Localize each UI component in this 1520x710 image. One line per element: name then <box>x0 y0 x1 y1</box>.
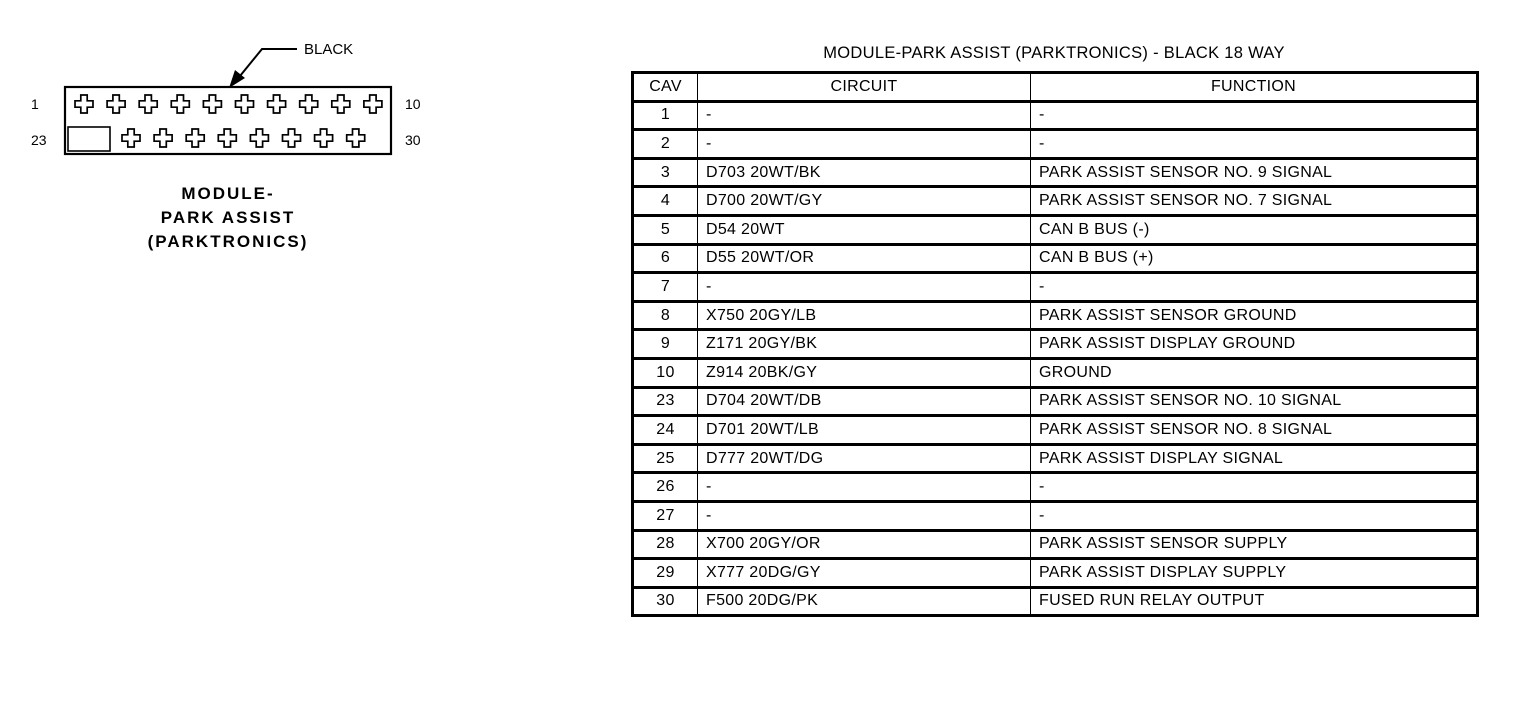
function-cell: - <box>1031 273 1478 302</box>
table-row <box>633 301 1478 330</box>
function-cell: PARK ASSIST DISPLAY SIGNAL <box>1031 444 1478 473</box>
circuit-cell: - <box>698 101 1031 130</box>
function-cell: PARK ASSIST DISPLAY SUPPLY <box>1031 559 1478 588</box>
function-cell: CAN B BUS (+) <box>1031 244 1478 273</box>
pin-number-row1-first: 1 <box>31 96 39 112</box>
circuit-cell: D700 20WT/GY <box>698 187 1031 216</box>
cav-cell: 4 <box>633 187 698 216</box>
table-row <box>633 473 1478 502</box>
function-cell: PARK ASSIST DISPLAY GROUND <box>1031 330 1478 359</box>
cav-cell: 26 <box>633 473 698 502</box>
header-circuit: CIRCUIT <box>698 73 1031 102</box>
table-header-row <box>633 73 1478 102</box>
header-cav: CAV <box>633 73 698 102</box>
circuit-cell: D777 20WT/DG <box>698 444 1031 473</box>
function-cell: PARK ASSIST SENSOR NO. 7 SIGNAL <box>1031 187 1478 216</box>
circuit-cell: D701 20WT/LB <box>698 416 1031 445</box>
cav-cell: 1 <box>633 101 698 130</box>
pin-number-row2-first: 23 <box>31 132 47 148</box>
circuit-cell: X700 20GY/OR <box>698 530 1031 559</box>
circuit-cell: - <box>698 501 1031 530</box>
table-row <box>633 187 1478 216</box>
pin-number-row2-last: 30 <box>405 132 421 148</box>
connector-diagram <box>0 0 470 280</box>
cav-cell: 24 <box>633 416 698 445</box>
circuit-cell: - <box>698 273 1031 302</box>
cav-cell: 6 <box>633 244 698 273</box>
function-cell: PARK ASSIST SENSOR NO. 10 SIGNAL <box>1031 387 1478 416</box>
cav-cell: 27 <box>633 501 698 530</box>
table-body <box>633 101 1478 616</box>
table-row <box>633 416 1478 445</box>
circuit-cell: X777 20DG/GY <box>698 559 1031 588</box>
circuit-cell: D54 20WT <box>698 215 1031 244</box>
cav-cell: 23 <box>633 387 698 416</box>
cav-cell: 8 <box>633 301 698 330</box>
function-cell: CAN B BUS (-) <box>1031 215 1478 244</box>
cav-cell: 25 <box>633 444 698 473</box>
table-row <box>633 158 1478 187</box>
cav-cell: 9 <box>633 330 698 359</box>
table-row <box>633 501 1478 530</box>
circuit-cell: Z914 20BK/GY <box>698 358 1031 387</box>
color-callout-label: BLACK <box>304 41 354 58</box>
table-row <box>633 530 1478 559</box>
cav-cell: 28 <box>633 530 698 559</box>
table-row <box>633 587 1478 616</box>
table-row <box>633 358 1478 387</box>
table-row <box>633 273 1478 302</box>
cav-cell: 29 <box>633 559 698 588</box>
table-title: MODULE-PARK ASSIST (PARKTRONICS) - BLACK 18 WAY <box>823 44 1285 62</box>
circuit-cell: - <box>698 473 1031 502</box>
function-cell: - <box>1031 473 1478 502</box>
table-row <box>633 244 1478 273</box>
pin-number-row1-last: 10 <box>405 96 421 112</box>
circuit-cell: D704 20WT/DB <box>698 387 1031 416</box>
module-label-line1: MODULE- <box>181 184 275 203</box>
cav-cell: 10 <box>633 358 698 387</box>
table-row <box>633 101 1478 130</box>
cav-cell: 5 <box>633 215 698 244</box>
function-cell: PARK ASSIST SENSOR GROUND <box>1031 301 1478 330</box>
module-label-line2: PARK ASSIST <box>160 208 296 227</box>
function-cell: PARK ASSIST SENSOR NO. 8 SIGNAL <box>1031 416 1478 445</box>
circuit-cell: - <box>698 130 1031 159</box>
function-cell: GROUND <box>1031 358 1478 387</box>
function-cell: PARK ASSIST SENSOR NO. 9 SIGNAL <box>1031 158 1478 187</box>
function-cell: FUSED RUN RELAY OUTPUT <box>1031 587 1478 616</box>
function-cell: - <box>1031 101 1478 130</box>
function-cell: PARK ASSIST SENSOR SUPPLY <box>1031 530 1478 559</box>
cav-cell: 30 <box>633 587 698 616</box>
cav-cell: 2 <box>633 130 698 159</box>
table-row <box>633 215 1478 244</box>
circuit-cell: D703 20WT/BK <box>698 158 1031 187</box>
pinout-table <box>631 71 1479 617</box>
table-row <box>633 559 1478 588</box>
circuit-cell: X750 20GY/LB <box>698 301 1031 330</box>
function-cell: - <box>1031 501 1478 530</box>
cav-cell: 3 <box>633 158 698 187</box>
module-label-line3: (PARKTRONICS) <box>147 232 309 251</box>
callout-leader-line <box>240 49 297 76</box>
connector-blank-cavity <box>68 127 110 151</box>
table-row <box>633 130 1478 159</box>
table-row <box>633 330 1478 359</box>
function-cell: - <box>1031 130 1478 159</box>
table-row <box>633 444 1478 473</box>
circuit-cell: F500 20DG/PK <box>698 587 1031 616</box>
header-function: FUNCTION <box>1031 73 1478 102</box>
table-row <box>633 387 1478 416</box>
circuit-cell: Z171 20GY/BK <box>698 330 1031 359</box>
circuit-cell: D55 20WT/OR <box>698 244 1031 273</box>
cav-cell: 7 <box>633 273 698 302</box>
